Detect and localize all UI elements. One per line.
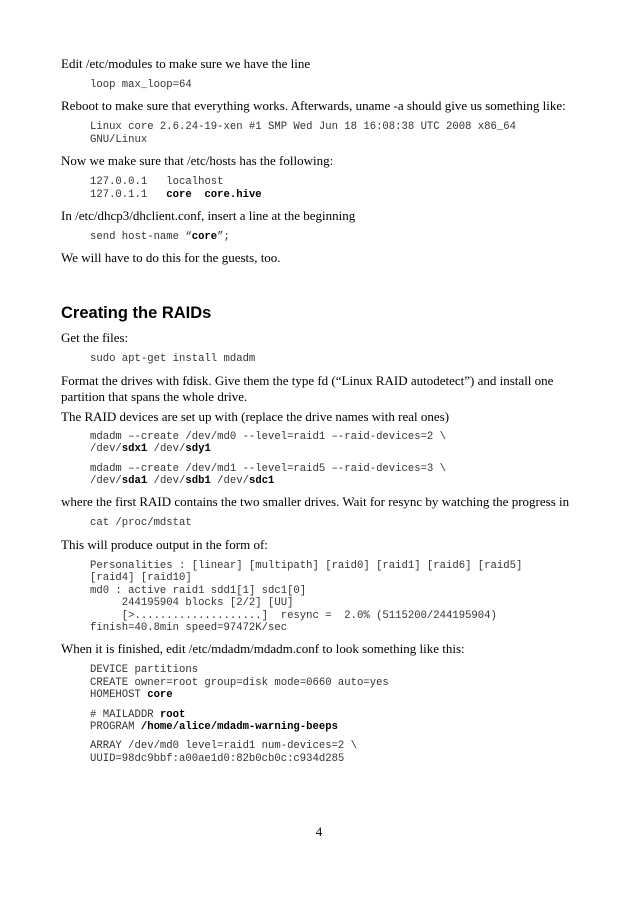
code-text: /dev/ <box>147 475 186 488</box>
code-text: send host-name “ <box>90 231 192 244</box>
code-line: Linux core 2.6.24-19-xen #1 SMP Wed Jun 18 16:08:38 UTC 2008 x86_64 <box>90 121 516 134</box>
code-line: 244195904 blocks [2/2] [UU] <box>90 597 294 610</box>
paragraph-modules: Edit /etc/modules to make sure we have the line <box>61 56 311 71</box>
code-text: /dev/ <box>210 475 249 488</box>
paragraph-output: This will produce output in the form of: <box>61 536 268 552</box>
code-bold: sdy1 <box>185 443 211 456</box>
paragraph-resync: where the first RAID contains the two smaller drives. Wait for resync by watching the progress in <box>61 494 570 510</box>
host-name: core.hive <box>204 188 262 201</box>
code-text: HOMEHOST <box>90 689 148 702</box>
code-bold: /home/alice/mdadm-warning-beeps <box>140 720 338 733</box>
code-line: md0 : active raid1 sdd1[1] sdc1[0] <box>90 584 307 597</box>
paragraph-raid-setup: The RAID devices are set up with (replace the drive names with real ones) <box>61 408 450 424</box>
code-text: ”; <box>217 231 230 244</box>
code-mdadm-array <box>90 740 581 765</box>
code-md1 <box>90 463 581 488</box>
code-line: [raid4] [raid10] <box>90 572 192 585</box>
paragraph-guests: We will have to do this for the guests, too. <box>61 250 281 266</box>
code-install: sudo apt-get install mdadm <box>90 353 256 366</box>
paragraph-hosts: Now we make sure that /etc/hosts has the following: <box>61 153 334 169</box>
code-text: /dev/ <box>90 475 122 488</box>
code-md0 <box>90 431 581 456</box>
host-name: core <box>166 188 192 201</box>
code-mdadm-mail <box>90 709 581 734</box>
code-line: DEVICE partitions <box>90 664 199 677</box>
code-text: /dev/ <box>90 443 122 456</box>
code-line: finish=40.8min speed=97472K/sec <box>90 621 288 634</box>
code-bold: sdb1 <box>185 475 211 488</box>
code-mdstat <box>90 560 581 634</box>
code-mdadm-conf <box>90 664 581 701</box>
host-ip: 127.0.0.1 <box>90 176 148 189</box>
code-line: mdadm –-create /dev/md1 --level=raid5 –-raid-devices=3 \ <box>90 462 447 475</box>
code-bold: sdc1 <box>248 475 275 488</box>
code-bold: sda1 <box>121 475 148 488</box>
code-text: /dev/ <box>147 443 186 456</box>
code-hosts <box>90 176 581 201</box>
code-dhclient <box>90 231 581 243</box>
paragraph-get-files: Get the files: <box>61 330 129 346</box>
code-bold: core <box>191 231 218 244</box>
host-ip: 127.0.1.1 <box>90 188 148 201</box>
code-line: UUID=98dc9bbf:a00ae1d0:82b0cb0c:c934d285 <box>90 752 345 765</box>
paragraph-reboot: Reboot to make sure that everything works. Afterwards, uname -a should give us something like: <box>61 98 566 114</box>
paragraph-dhclient: In /etc/dhcp3/dhclient.conf, insert a line at the beginning <box>61 208 356 224</box>
section-heading: Creating the RAIDs <box>61 304 212 323</box>
page-content <box>61 56 581 765</box>
code-bold: sdx1 <box>121 443 148 456</box>
code-line: ARRAY /dev/md0 level=raid1 num-devices=2 \ <box>90 740 358 753</box>
code-line: CREATE owner=root group=disk mode=0660 auto=yes <box>90 676 389 689</box>
paragraph-format: Format the drives with fdisk. Give them the type fd (“Linux RAID autodetect”) and install one partition that spans the whole drive. <box>61 372 554 404</box>
paragraph-mdadm-conf: When it is finished, edit /etc/mdadm/mdadm.conf to look something like this: <box>61 641 465 657</box>
code-line: mdadm –-create /dev/md0 --level=raid1 –-raid-devices=2 \ <box>90 430 447 443</box>
code-line: [>....................] resync = 2.0% (5115200/244195904) <box>90 609 497 622</box>
code-uname <box>90 121 581 146</box>
code-modules: loop max_loop=64 <box>90 79 192 91</box>
code-text: PROGRAM <box>90 720 141 733</box>
code-cat: cat /proc/mdstat <box>90 517 192 530</box>
host-name: localhost <box>166 176 224 189</box>
code-bold: root <box>159 708 186 721</box>
code-line: Personalities : [linear] [multipath] [raid0] [raid1] [raid6] [raid5] <box>90 559 523 572</box>
code-text: # MAILADDR <box>90 708 160 721</box>
code-bold: core <box>147 689 173 702</box>
code-line: GNU/Linux <box>90 133 148 146</box>
page-number: 4 <box>315 824 323 839</box>
